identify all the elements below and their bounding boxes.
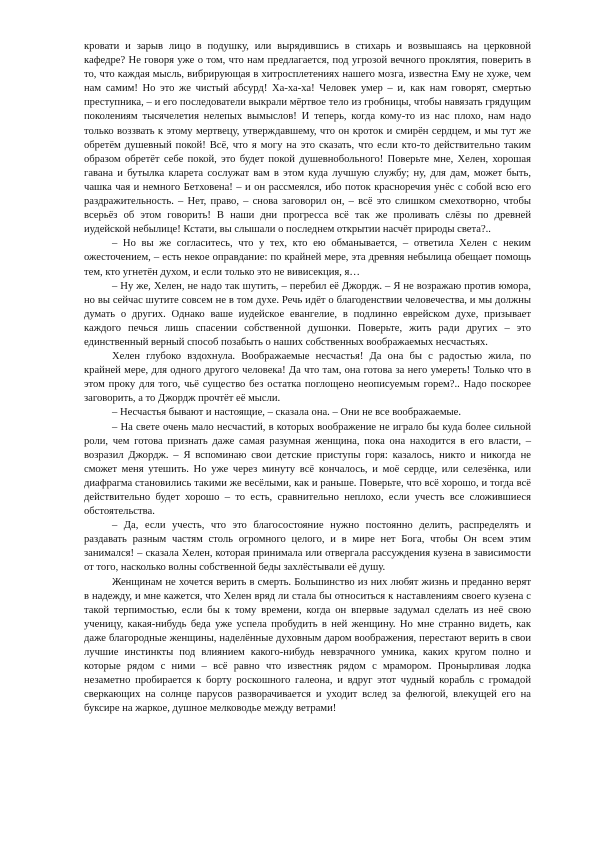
paragraph-1: кровати и зарыв лицо в подушку, или вырядившись в стихарь и возвышаясь на церковной кафедре? Не говоря уже о том, что нам предлагается, под угрозой вечного проклятия, поверить в то, что каждая мысль, вибрирующая в хитросплетениях нашего мозга, известна Ему не хуже, чем нам самим! Но это же чистый абсурд! Ха-ха-ха! Человек умер – и, как нам говорят, смертью преступника, – и его последователи выкрали мёртвое тело из гробницы, чтобы навязать грядущим поколениям тысячелетия нелепых вымыслов! И теперь, когда кому-то из нас плохо, нам надо только воззвать к этому мертвецу, утверждавшему, что он кроток и смирён сердцем, и мы тут же обретём душевный покой! Всё, что я могу на это сказать, что если кто-то действительно таким образом обретёт себе покой, это будет покой душевнобольного! Поверьте мне, Хелен, хорошая гавана и бутылка кларета сослужат вам в этом куда лучшую службу; ну, для дам, может быть, чашка чая и немного Бетховена! – и он рассмеялся, ибо поток красноречия унёс с собой всю его раздражительность. – Нет, право, – снова заговорил он, – всё это слишком смехотворно, чтобы всерьёз об этом говорить! В наши дни прогресса всё так же проливать слёзы по древней иудейской небылице! Кстати, вы слышали о последнем открытии насчёт природы света?..: [84, 41, 531, 236]
paragraph-5: – Несчастья бывают и настоящие, – сказала она. – Они не все воображаемые.: [112, 407, 462, 419]
paragraph-7: – Да, если учесть, что это благосостояние нужно постоянно делить, распределять и раздавать разным частям столь огромного целого, и в мире нет Бога, чтобы Он всем этим занимался! – сказала Хелен, которая принимала или отвергала рассуждения кузена в зависимости от того, насколько волны собственной беды захлёстывали её душу.: [84, 520, 531, 574]
paragraph-8: Женщинам не хочется верить в смерть. Большинство из них любят жизнь и преданно верят в надежду, и мне кажется, что Хелен вряд ли стала бы относиться к наставлениям своего кузена с такой терпимостью, если бы к тому времени, когда он впервые задумал сделать из неё свою ученицу, какая-нибудь беда уже успела пробудить в ней женщину. Но мне странно видеть, как даже благородные женщины, наделённые духовным даром воображения, перестают верить в свои лучшие инстинкты под влиянием какого-нибудь невзрачного умника, каких кругом полно и которые рядом с ними – всё равно что известняк рядом с мрамором. Пронырливая лодка незаметно пробирается к борту роскошного галеона, и вдруг этот чудный корабль с громадой сверкающих на солнце парусов разворачивается и уходит вслед за фелюгой, влекущей его на буксире на жаркое, душное мелководье между ветрами!: [84, 576, 531, 715]
paragraph-6: – На свете очень мало несчастий, в которых воображение не играло бы куда более сильной роли, чем готова признать даже самая разумная женщина, пока она находится в его власти, – возразил Джордж. – Я вспоминаю свои детские приступы горя: казалось, никто и никогда не сможет меня утешить. Но уже через минуту всё кончалось, и моё сердце, или селезёнка, или диафрагма становились такими же весёлыми, как и раньше. Поверьте, что всё хорошо, и тогда всё действительно будет хорошо – то есть, сравнительно неплохо, если учесть все сложившиеся обстоятельства.: [84, 421, 531, 518]
book-page-text: [84, 40, 531, 717]
paragraph-2: – Но вы же согласитесь, что у тех, кто ею обманывается, – ответила Хелен с неким ожесточением, – есть некое оправдание: по крайней мере, эта древняя небылица обещает помощь тем, кто угнетён духом, и если только это не вивисекция, я…: [84, 238, 531, 278]
paragraph-3: – Ну же, Хелен, не надо так шутить, – перебил её Джордж. – Я не возражаю против юмора, но вы сейчас шутите совсем не в том духе. Речь идёт о благоденствии человечества, и мы должны думать о других. Однако ваше иудейское евангелие, в подлинно еврейском духе, призывает каждого печься лишь спасении собственной душонки. Поверьте, жить ради других – это единственный верный способ позабыть о наших собственных воображаемых несчастьях.: [84, 280, 531, 348]
paragraph-4: Хелен глубоко вздохнула. Воображаемые несчастья! Да она бы с радостью жила, по крайней мере, для одного другого человека! Да что там, она готова за него умереть! Только что в этом проку для того, чьё существо без остатка поглощено неописуемым горем?.. Надо поскорее заговорить, а то Джордж прочтёт её мысли.: [84, 351, 531, 405]
